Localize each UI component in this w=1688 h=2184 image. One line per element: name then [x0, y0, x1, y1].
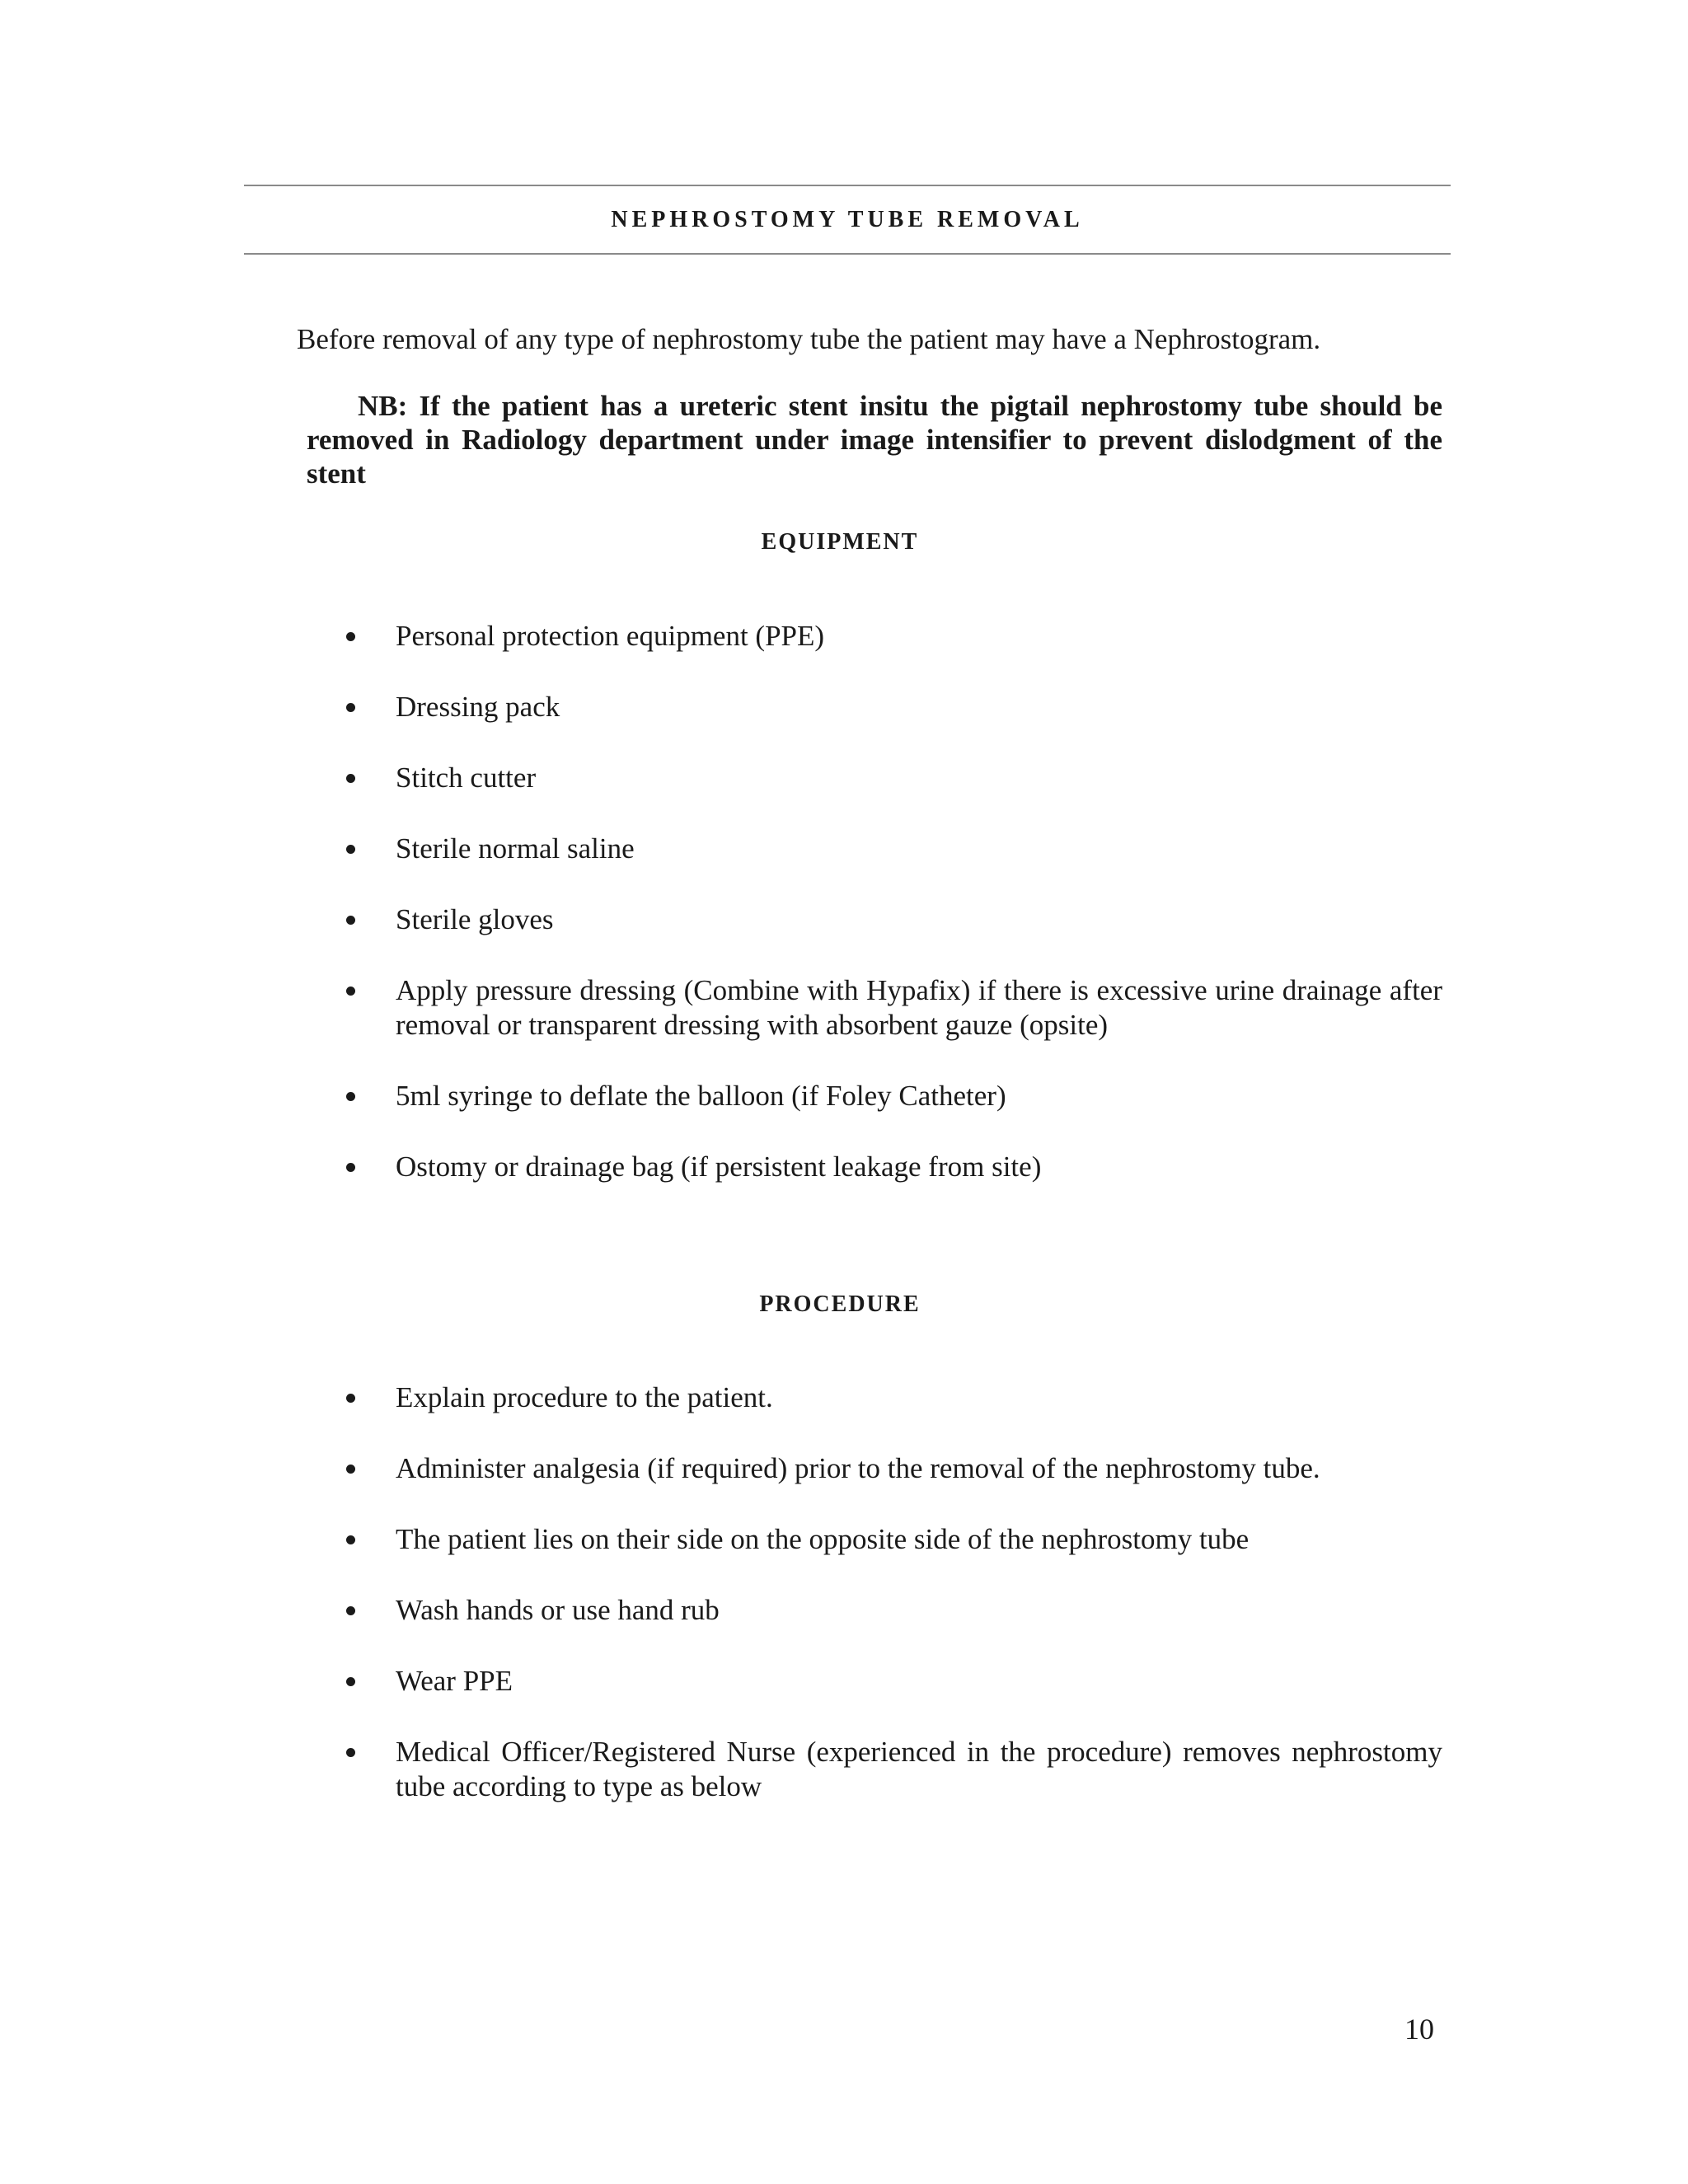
intro-paragraph: Before removal of any type of nephrostomy tube the patient may have a Nephrostogram. — [297, 323, 1321, 355]
list-item — [346, 1522, 1442, 1557]
page-title: NEPHROSTOMY TUBE REMOVAL — [611, 207, 1084, 232]
list-item-text: Stitch cutter — [396, 762, 537, 794]
list-item — [346, 832, 1442, 866]
list-item — [346, 973, 1442, 1043]
bullet-icon — [346, 774, 355, 783]
page-number: 10 — [1404, 2013, 1434, 2046]
list-item — [346, 1735, 1442, 1804]
equipment-list — [346, 619, 1442, 1221]
list-item-text: Sterile normal saline — [396, 832, 635, 865]
header-bottom-rule — [244, 253, 1451, 255]
bullet-icon — [346, 703, 355, 712]
list-item — [346, 902, 1442, 937]
list-item-text: Personal protection equipment (PPE) — [396, 620, 825, 652]
list-item-text: Sterile gloves — [396, 903, 554, 935]
list-item — [346, 1150, 1442, 1184]
bullet-icon — [346, 1748, 355, 1757]
bullet-icon — [346, 916, 355, 925]
bullet-icon — [346, 987, 355, 996]
list-item-text: The patient lies on their side on the opposite side of the nephrostomy tube — [396, 1523, 1250, 1555]
list-item-text: Ostomy or drainage bag (if persistent leakage from site) — [396, 1151, 1042, 1183]
list-item — [346, 1380, 1442, 1415]
note-paragraph: NB: If the patient has a ureteric stent insitu the pigtail nephrostomy tube should be removed in Radiology department under image intensifier to prevent dislodgment of the stent — [307, 390, 1442, 490]
procedure-list — [346, 1380, 1442, 1840]
bullet-icon — [346, 1535, 355, 1544]
list-item-text: Wash hands or use hand rub — [396, 1594, 720, 1626]
list-item-text: Administer analgesia (if required) prior to the removal of the nephrostomy tube. — [396, 1452, 1320, 1484]
bullet-icon — [346, 1394, 355, 1403]
list-item — [346, 761, 1442, 795]
list-item-text: Wear PPE — [396, 1665, 513, 1697]
procedure-heading: PROCEDURE — [759, 1291, 921, 1317]
equipment-heading: EQUIPMENT — [761, 529, 919, 555]
list-item-text: 5ml syringe to deflate the balloon (if Foley Catheter) — [396, 1080, 1006, 1112]
list-item — [346, 690, 1442, 724]
bullet-icon — [346, 632, 355, 641]
list-item — [346, 1664, 1442, 1699]
bullet-icon — [346, 1163, 355, 1172]
bullet-icon — [346, 1092, 355, 1101]
list-item — [346, 1593, 1442, 1628]
list-item-text: Apply pressure dressing (Combine with Hypafix) if there is excessive urine drainage after removal or transparent dressing with absorbent gauze (opsite) — [396, 974, 1442, 1041]
header-top-rule — [244, 185, 1451, 186]
list-item-text: Medical Officer/Registered Nurse (experienced in the procedure) removes nephrostomy tube according to type as below — [396, 1736, 1442, 1802]
list-item-text: Explain procedure to the patient. — [396, 1381, 773, 1413]
bullet-icon — [346, 1606, 355, 1615]
list-item — [346, 1451, 1442, 1486]
bullet-icon — [346, 1677, 355, 1686]
bullet-icon — [346, 1465, 355, 1474]
list-item-text: Dressing pack — [396, 691, 560, 723]
list-item — [346, 1079, 1442, 1113]
bullet-icon — [346, 845, 355, 854]
list-item — [346, 619, 1442, 654]
